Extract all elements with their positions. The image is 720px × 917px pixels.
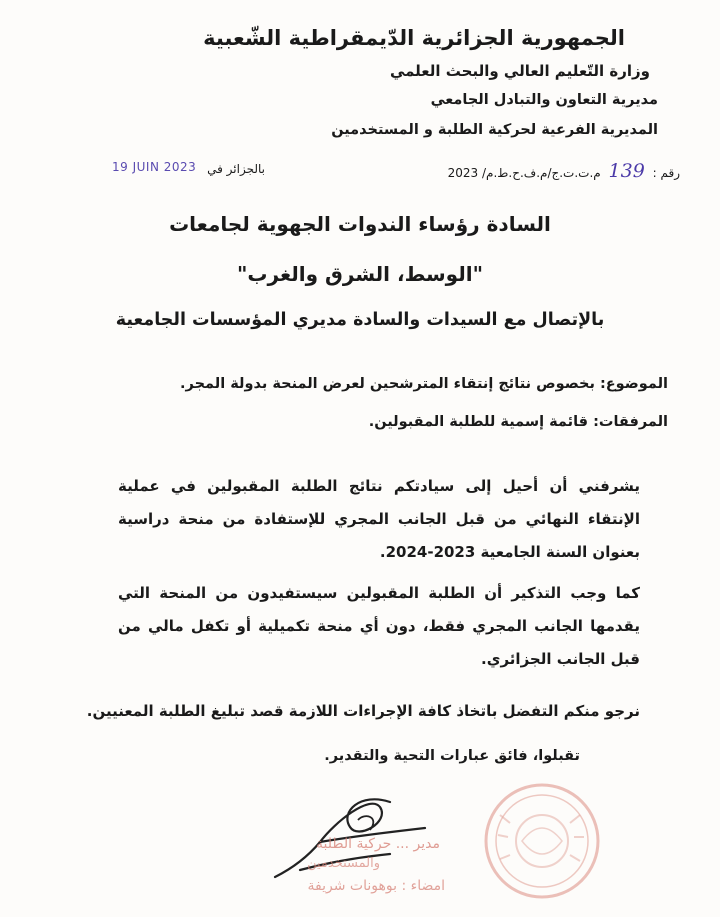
signatory-title-line-1: مدير ... حركية الطلبة [316, 836, 440, 852]
reference-number-handwritten: 139 [608, 160, 645, 182]
addressee-line-1: السادة رؤساء الندوات الجهوية لجامعات [169, 212, 551, 236]
directorate-name: مديرية التعاون والتبادل الجامعي [430, 92, 658, 108]
attachments-label: المرفقات: [593, 414, 668, 430]
reference-prefix: رقم : [652, 166, 680, 180]
signatory-title-line-2: والمستخدمين [307, 856, 380, 871]
subject-label: الموضوع: [599, 376, 668, 392]
attachments-text: قائمة إسمية للطلبة المقبولين. [368, 414, 589, 430]
subject-text: بخصوص نتائج إنتقاء المترشحين لعرض المنحة بدولة المجر. [180, 376, 595, 392]
country-header: الجمهورية الجزائرية الدّيمقراطية الشّعبية [203, 26, 625, 50]
body-paragraph-1: يشرفني أن أحيل إلى سيادتكم نتائج الطلبة المقبولين في عملية الإنتقاء النهائي من قبل الجانب المجري للإستفادة من منحة دراسية بعنوان السنة الجامعية 2023-2024. [118, 477, 640, 561]
closing-line: تقبلوا، فائق عبارات التحية والتقدير. [324, 748, 580, 764]
addressee-line-2: "الوسط، الشرق والغرب" [236, 262, 483, 286]
official-seal-icon [470, 775, 610, 905]
date-stamp: 19 JUIN 2023 [112, 160, 197, 174]
addressee-line-3: بالإتصال مع السيدات والسادة مديري المؤسسات الجامعية [115, 310, 605, 330]
body-paragraph-2: كما وجب التذكير أن الطلبة المقبولين سيستفيدون من المنحة التي يقدمها الجانب المجري فقط، دون أي منحة تكميلية أو تكفل مالي من قبل الجانب الجزائري. [118, 584, 640, 668]
reference-code: م.ت.ت.ج/م.ف.ح.ط.م/ 2023 [447, 166, 601, 180]
signatory-name: امضاء : بوهونات شريفة [307, 878, 445, 894]
ministry-name: وزارة التّعليم العالي والبحث العلمي [389, 62, 650, 80]
reference-number [448, 160, 680, 182]
body-paragraph-3: نرجو منكم التفضل باتخاذ كافة الإجراءات اللازمة قصد تبليغ الطلبة المعنيين. [86, 702, 640, 720]
subject-line [180, 376, 668, 392]
place-label: بالجزائر في [207, 162, 265, 176]
attachments-line [369, 414, 668, 430]
sub-directorate-name: المديرية الفرعية لحركية الطلبة و المستخدمين [331, 122, 658, 138]
